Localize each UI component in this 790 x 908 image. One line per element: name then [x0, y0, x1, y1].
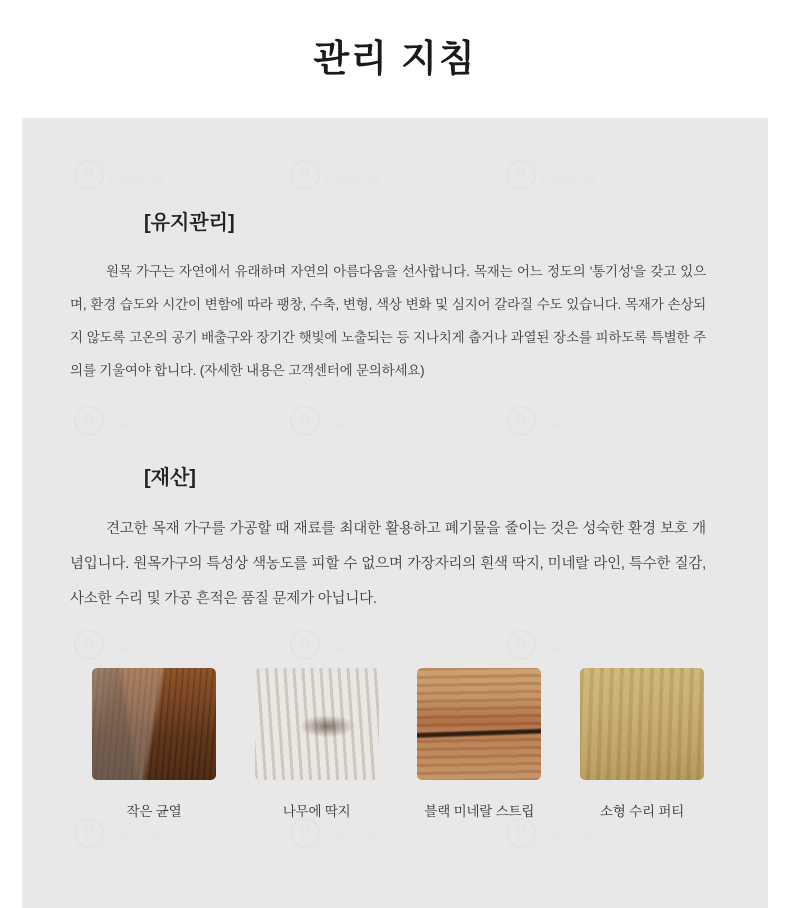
wood-grain-overlay: [580, 668, 704, 780]
wood-sample-image-black-mineral-strip: [417, 668, 541, 780]
watermark-line1: 가구 나라: [325, 821, 365, 832]
section-paragraph-maintenance: 원목 가구는 자연에서 유래하며 자연의 아름다움을 선사합니다. 목재는 어느 정도의 '통기성'을 갖고 있으며, 환경 습도와 시간이 변함에 따라 팽창, 수축, 변형, 색상 변화 및 심지어 갈라질 수도 있습니다. 목재가 손상되지 않도록 고온의 공기 배출구와 장기간 햇빛에 노출되는 등 지나치게 춥거나 과열된 장소를 피하도록 특별한 주의를 기울여야 합니다. (자세한 내용은 고객센터에 문의하세요): [70, 263, 706, 378]
watermark-line1: 가구 나라: [541, 409, 581, 420]
watermark: [74, 818, 166, 848]
watermark: [506, 160, 598, 190]
section-paragraph-property: 견고한 목재 가구를 가공할 때 재료를 최대한 활용하고 폐기물을 줄이는 것은 성숙한 환경 보호 개념입니다. 원목가구의 특성상 색농도를 피할 수 없으며 가장자리의 흰색 딱지, 미네랄 라인, 특수한 질감, 사소한 수리 및 가공 흔적은 품질 문제가 아닙니다.: [70, 520, 706, 607]
wood-sample-label: 나무에 딱지: [282, 804, 351, 820]
watermark-line2: FURNITURE: [541, 644, 598, 655]
watermark-line2: FURNITURE: [109, 644, 166, 655]
content-panel: [22, 118, 768, 908]
wood-sample-image-small-repair-putty: [580, 668, 704, 780]
watermark-line2: FURNITURE: [109, 420, 166, 431]
watermark-logo-icon: R: [290, 630, 320, 660]
watermark-line1: 가구 나라: [325, 163, 365, 174]
page-title: 관리 지침: [313, 37, 477, 79]
watermark-line1: 가구 나라: [109, 409, 149, 420]
watermark: [74, 160, 166, 190]
watermark-text: [325, 163, 382, 186]
wood-sample-item: [255, 668, 379, 820]
watermark-line2: FURNITURE: [325, 174, 382, 185]
watermark-logo-icon: R: [506, 630, 536, 660]
watermark-text: [109, 821, 166, 844]
watermark-logo-icon: R: [290, 160, 320, 190]
watermark-logo-icon: R: [506, 818, 536, 848]
watermark-line1: 가구 나라: [325, 409, 365, 420]
watermark-logo-icon: R: [506, 160, 536, 190]
watermark-text: [541, 163, 598, 186]
watermark-logo-icon: R: [74, 630, 104, 660]
wood-sample-item: [580, 668, 704, 820]
watermark-line1: 가구 나라: [541, 163, 581, 174]
watermark-line2: FURNITURE: [325, 420, 382, 431]
watermark-line1: 가구 나라: [541, 821, 581, 832]
watermark: [290, 818, 382, 848]
wood-sample-label: 블랙 미네랄 스트립: [424, 804, 535, 820]
wood-grain-overlay: [255, 668, 379, 780]
watermark-line2: FURNITURE: [541, 420, 598, 431]
watermark-line2: FURNITURE: [541, 174, 598, 185]
watermark-logo-icon: R: [74, 406, 104, 436]
watermark-line1: 가구 나라: [109, 821, 149, 832]
section-heading-maintenance: [유지관리]: [144, 211, 235, 234]
watermark-text: [109, 163, 166, 186]
section-heading-property: [재산]: [144, 466, 196, 489]
panel-content: [22, 206, 768, 821]
watermark-text: [541, 821, 598, 844]
watermark-logo-icon: R: [506, 406, 536, 436]
wood-sample-gallery: [70, 668, 720, 820]
wood-sample-image-wood-scab: [255, 668, 379, 780]
watermark-line2: FURNITURE: [325, 644, 382, 655]
watermark-line1: 가구 나라: [325, 633, 365, 644]
watermark-text: [325, 821, 382, 844]
wood-sample-item: [417, 668, 541, 820]
watermark-logo-icon: R: [290, 818, 320, 848]
wood-grain-overlay: [92, 668, 216, 780]
wood-sample-label: 작은 균열: [126, 804, 182, 820]
wood-grain-overlay: [417, 668, 541, 780]
document-page: [0, 25, 790, 897]
watermark-line2: FURNITURE: [325, 832, 382, 843]
watermark: [290, 160, 382, 190]
watermark: [506, 818, 598, 848]
watermark-logo-icon: R: [74, 160, 104, 190]
watermark-line2: FURNITURE: [541, 832, 598, 843]
watermark-logo-icon: R: [74, 818, 104, 848]
wood-sample-image-small-crack: [92, 668, 216, 780]
watermark-line1: 가구 나라: [109, 633, 149, 644]
watermark-line1: 가구 나라: [541, 633, 581, 644]
watermark-line2: FURNITURE: [109, 832, 166, 843]
wood-sample-label: 소형 수리 퍼티: [599, 804, 685, 820]
watermark-line1: 가구 나라: [109, 163, 149, 174]
watermark-line2: FURNITURE: [109, 174, 166, 185]
watermark-logo-icon: R: [290, 406, 320, 436]
wood-sample-item: [92, 668, 216, 820]
